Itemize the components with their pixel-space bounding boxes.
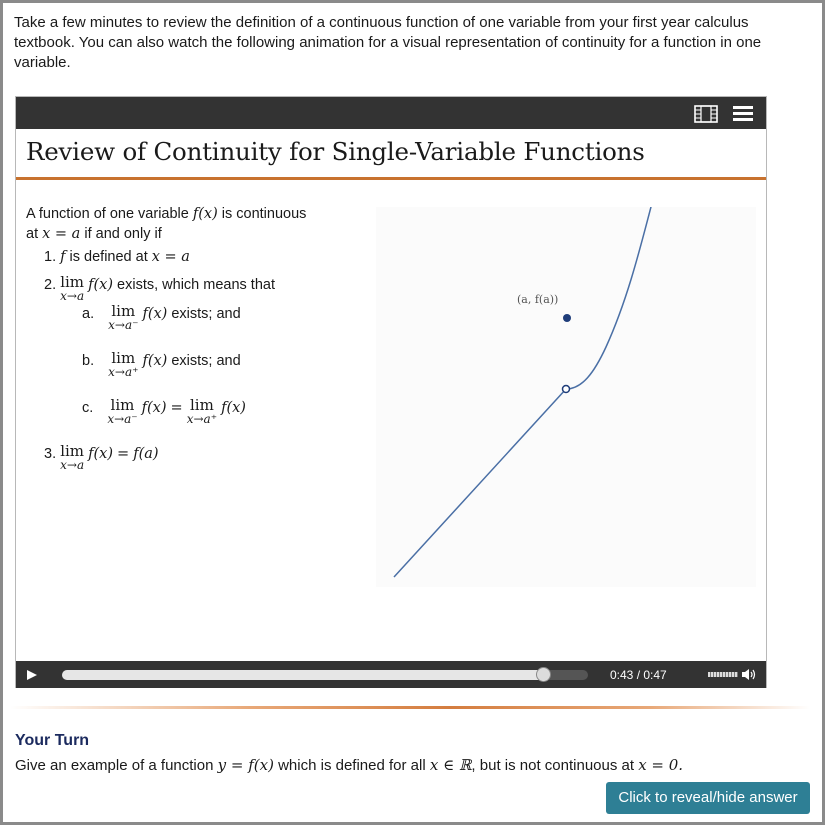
list-letter: b.: [82, 353, 95, 369]
list-letter: a.: [82, 306, 95, 322]
math-x-eq-a: x = a: [42, 226, 81, 242]
math-fx: f(x): [88, 446, 113, 462]
speaker-icon[interactable]: [741, 668, 757, 681]
lim-subscript: x→a⁺: [186, 412, 218, 426]
list-number: 3.: [44, 446, 57, 462]
volume-slider[interactable]: [708, 672, 738, 677]
lim-word: lim: [60, 273, 85, 291]
list-number: 1.: [44, 249, 57, 265]
continuity-graph: [376, 207, 756, 587]
condition-3: [44, 444, 159, 472]
lim-subscript: x→a⁺: [108, 365, 139, 379]
list-number: 2.: [44, 277, 57, 293]
progress-bar[interactable]: [62, 670, 588, 680]
def-text: at: [26, 226, 39, 242]
math-fx: f(x): [142, 306, 168, 322]
lim-subscript: x→a⁻: [107, 412, 138, 426]
title-divider: [16, 177, 766, 180]
question-text: , but is not continuous at: [471, 757, 635, 774]
condition-text: exists; and: [171, 306, 241, 322]
math-fx: f(x): [88, 277, 113, 293]
player-top-bar: [16, 97, 766, 129]
question-text: which is defined for all: [278, 757, 426, 774]
condition-1: [44, 247, 190, 267]
hamburger-menu-icon[interactable]: [732, 104, 754, 123]
time-display: 0:43 / 0:47: [610, 668, 667, 682]
def-text: if and only if: [84, 226, 162, 242]
equals-sign: =: [117, 446, 130, 462]
open-point-hole: [563, 386, 570, 393]
graph-canvas: [376, 207, 756, 587]
section-divider: [10, 706, 810, 709]
math-y-eq-fx: y = f(x): [217, 756, 274, 774]
lim-word: lim: [60, 442, 85, 460]
math-x-eq-a: x = a: [151, 249, 190, 265]
lim-word: lim: [111, 349, 136, 367]
math-f: f: [60, 249, 66, 265]
reveal-answer-button[interactable]: Click to reveal/hide answer: [606, 782, 810, 814]
lim-subscript: x→a: [60, 458, 85, 472]
math-fx: f(x): [192, 206, 218, 222]
lim-word: lim: [189, 396, 214, 414]
player-controls: [16, 661, 766, 688]
right-limit: [187, 398, 217, 426]
your-turn-question: [15, 756, 683, 774]
condition-text: exists, which means that: [117, 277, 275, 293]
left-limit: [107, 398, 137, 426]
condition-2b: [82, 351, 241, 379]
filled-point: [563, 314, 571, 322]
condition-2: [44, 275, 275, 303]
lim-word: lim: [110, 396, 135, 414]
def-text: A function of one variable: [26, 206, 189, 222]
right-limit: [108, 351, 138, 379]
slide-title: Review of Continuity for Single-Variable Functions: [26, 137, 645, 166]
condition-2a: [82, 304, 241, 332]
lim-subscript: x→a: [60, 289, 85, 303]
your-turn-heading: Your Turn: [15, 732, 90, 749]
math-fx: f(x): [142, 353, 168, 369]
lim-word: lim: [111, 302, 136, 320]
math-fa: f(a): [133, 446, 159, 462]
list-letter: c.: [82, 400, 94, 416]
intro-paragraph: Take a few minutes to review the definition of a continuous function of one variable from your first year calculus textbook. You can also watch the following animation for a visual representation of continuity for a function in one variable.: [14, 14, 762, 71]
math-fx: f(x): [141, 400, 167, 416]
equals-sign: =: [170, 400, 183, 416]
limit-expression: [60, 275, 84, 303]
progress-fill: [62, 670, 543, 680]
limit-expression: [60, 444, 84, 472]
def-text: is continuous: [221, 206, 307, 222]
condition-text: is defined at: [69, 249, 148, 265]
function-curve: [394, 207, 652, 577]
left-limit: [108, 304, 138, 332]
condition-2c: [82, 398, 246, 426]
math-fx: f(x): [221, 400, 246, 416]
lim-subscript: x→a⁻: [108, 318, 139, 332]
condition-text: exists; and: [171, 353, 241, 369]
math-x-eq-0: x = 0.: [638, 756, 684, 774]
question-text: Give an example of a function: [15, 757, 214, 774]
point-label: (a, f(a)): [517, 293, 559, 306]
video-player[interactable]: [15, 96, 767, 688]
play-icon[interactable]: [26, 669, 38, 681]
math-domain: x ∈ ℝ: [429, 756, 472, 774]
filmstrip-icon[interactable]: [694, 105, 718, 123]
